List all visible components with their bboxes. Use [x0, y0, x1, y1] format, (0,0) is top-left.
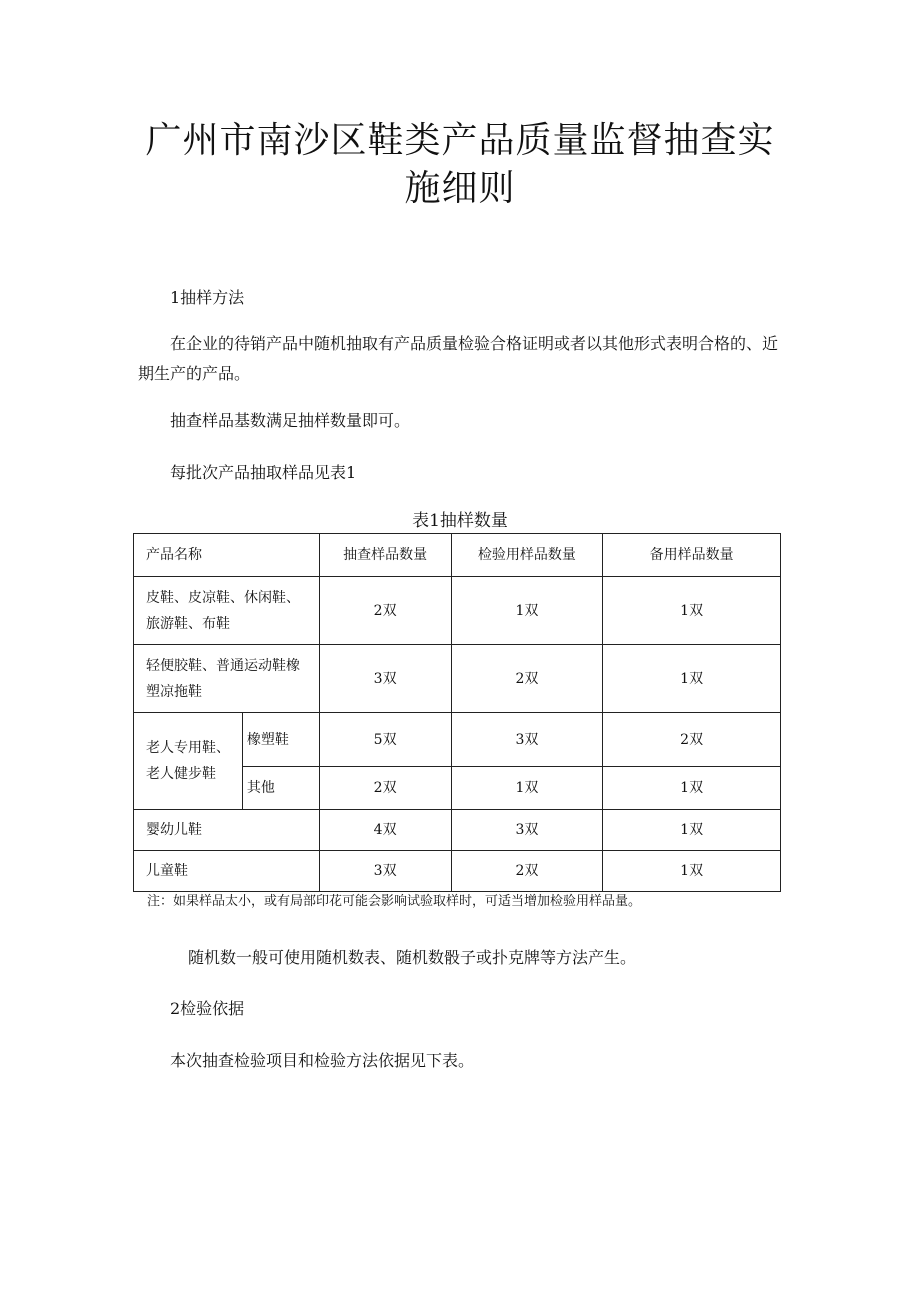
table-row	[134, 810, 781, 851]
test-quantity-cell: 3双	[451, 713, 603, 767]
sample-quantity-cell: 3双	[319, 645, 451, 713]
table-header-row	[134, 534, 781, 577]
table-row	[134, 851, 781, 892]
product-name-cell: 皮鞋、皮凉鞋、休闲鞋、旅游鞋、布鞋	[134, 577, 320, 645]
test-quantity-cell: 2双	[451, 645, 603, 713]
product-name-cell: 轻便胶鞋、普通运动鞋橡塑凉拖鞋	[134, 645, 320, 713]
section-1-paragraph-1: 在企业的待销产品中随机抽取有产品质量检验合格证明或者以其他形式表明合格的、近期生产的产品。	[138, 334, 779, 383]
sampling-quantity-table	[133, 533, 781, 892]
spare-quantity-cell: 2双	[603, 713, 781, 767]
table-row	[134, 713, 781, 767]
spare-quantity-cell: 1双	[603, 645, 781, 713]
sample-quantity-cell: 2双	[319, 577, 451, 645]
spare-quantity-cell: 1双	[603, 767, 781, 810]
table-row	[134, 645, 781, 713]
section-1-paragraph-3: 每批次产品抽取样品见表1	[170, 463, 357, 482]
test-quantity-cell: 3双	[451, 810, 603, 851]
header-product-name: 产品名称	[134, 534, 320, 577]
test-quantity-cell: 1双	[451, 767, 603, 810]
document-title-line-2: 施细则	[404, 168, 516, 209]
spare-quantity-cell: 1双	[603, 577, 781, 645]
table-note: 注：如果样品太小，或有局部印花可能会影响试验取样时，可适当增加检验用样品量。	[147, 894, 642, 909]
spare-quantity-cell: 1双	[603, 851, 781, 892]
document-title-line-1: 广州市南沙区鞋类产品质量监督抽查实	[145, 120, 775, 161]
sample-quantity-cell: 4双	[319, 810, 451, 851]
product-group-cell: 老人专用鞋、老人健步鞋	[134, 713, 243, 810]
header-sample-quantity: 抽查样品数量	[319, 534, 451, 577]
sample-quantity-cell: 2双	[319, 767, 451, 810]
test-quantity-cell: 1双	[451, 577, 603, 645]
product-name-cell: 儿童鞋	[134, 851, 320, 892]
product-name-cell: 婴幼儿鞋	[134, 810, 320, 851]
sample-quantity-cell: 3双	[319, 851, 451, 892]
product-subtype-cell: 其他	[242, 767, 319, 810]
spare-quantity-cell: 1双	[603, 810, 781, 851]
test-quantity-cell: 2双	[451, 851, 603, 892]
product-subtype-cell: 橡塑鞋	[242, 713, 319, 767]
section-2-paragraph: 本次抽查检验项目和检验方法依据见下表。	[170, 1051, 475, 1070]
section-2-heading: 2检验依据	[170, 999, 245, 1018]
header-spare-quantity: 备用样品数量	[603, 534, 781, 577]
table-row	[134, 577, 781, 645]
sample-quantity-cell: 5双	[319, 713, 451, 767]
header-test-quantity: 检验用样品数量	[451, 534, 603, 577]
table-caption: 表1抽样数量	[412, 511, 508, 531]
section-1-heading: 1抽样方法	[170, 288, 245, 307]
random-number-paragraph: 随机数一般可使用随机数表、随机数骰子或扑克牌等方法产生。	[188, 948, 637, 967]
section-1-paragraph-2: 抽查样品基数满足抽样数量即可。	[170, 411, 411, 430]
